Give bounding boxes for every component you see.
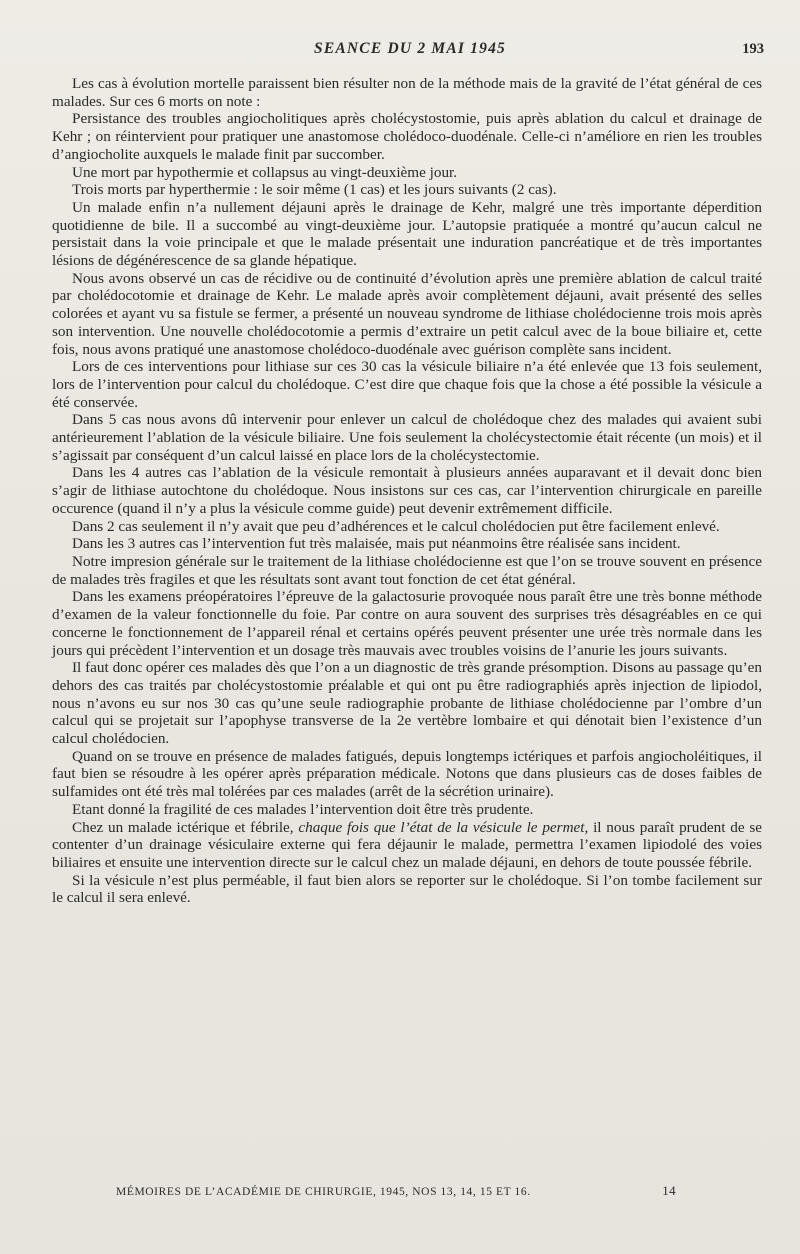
paragraph: Dans les 3 autres cas l’intervention fut très malaisée, mais put néanmoins être réalisée sans incident.	[72, 535, 681, 553]
page-footer	[116, 1183, 676, 1199]
italic-phrase: chaque fois que l’état de la vésicule le permet,	[298, 818, 589, 836]
paragraph: Dans les 4 autres cas l’ablation de la vésicule remontait à plusieurs années auparavant et il devait donc bien s’agir de lithiase autochtone du cholédoque. Nous insistons sur ces cas, car l’intervention chirurgicale en pareille occurence (quand il n’y a plus la vésicule comme guide) peut devenir extrêmement difficile.	[52, 464, 762, 517]
running-head: SEANCE DU 2 MAI 1945	[314, 40, 506, 57]
paragraph: Dans les examens préopératoires l’épreuve de la galactosurie provoquée nous paraît être une très bonne méthode d’examen de la valeur fonctionnelle du foie. Par contre on aura souvent des surprises très désagréables en ce qui concerne le fonctionnement de l’appareil rénal et certains opérés peuvent présenter une urée très normale dans les jours qui précèdent l’intervention et un dosage très mauvais avec troubles voisins de l’anurie les jours suivants.	[52, 588, 762, 659]
paragraph: Un malade enfin n’a nullement déjauni après le drainage de Kehr, malgré une très importante déperdition quotidienne de bile. Il a succombé au vingt-deuxième jour. L’autopsie pratiquée a montré qu’aucun calcul ne persistait dans la voie principale et que le malade présentait une induration pancréatique et de très importantes lésions de dégénérescence de sa glande hépatique.	[52, 198, 762, 270]
text-run: il nous paraît prudent de se contenter d’un drainage vésiculaire externe qui fera déjaunir le malade, permettra l’examen lipiodolé des voies biliaires et ensuite une intervention directe sur le calcul chez un malade déjauni, en dehors de toute poussée fébrile.	[52, 818, 762, 871]
signature-number: 14	[662, 1183, 676, 1198]
paragraph-with-italic	[52, 819, 762, 872]
paragraph: Nous avons observé un cas de récidive ou de continuité d’évolution après une première ablation de calcul traité par cholédocotomie et drainage de Kehr. Le malade après avoir complètement déjauni, avait présenté des selles colorées et ayant vu sa fistule se fermer, a présenté un nouveau syndrome de lithiase cholédocienne trois mois après son intervention. Une nouvelle cholédocotomie a permis d’extraire un petit calcul avec de la boue biliaire et, cette fois, nous avons pratiqué une anastomose cholédoco-duodénale avec guérison complète sans incident.	[52, 269, 762, 358]
journal-reference: MÉMOIRES DE L’ACADÉMIE DE CHIRURGIE, 1945, NOS 13, 14, 15 ET 16.	[116, 1186, 531, 1198]
paragraph: Dans 2 cas seulement il n’y avait que peu d’adhérences et le calcul cholédocien put être facilement enlevé.	[72, 517, 720, 535]
page-number: 193	[742, 41, 764, 57]
article-body	[52, 75, 762, 907]
text-run: Chez un malade ictérique et fébrile,	[72, 818, 299, 836]
paragraph: Une mort par hypothermie et collapsus au vingt-deuxième jour.	[72, 163, 458, 181]
paragraph: Si la vésicule n’est plus perméable, il faut bien alors se reporter sur le cholédoque. Si l’on tombe facilement sur le calcul il sera enlevé.	[52, 871, 762, 907]
paragraph: Etant donné la fragilité de ces malades l’intervention doit être très prudente.	[72, 800, 534, 818]
paragraph: Il faut donc opérer ces malades dès que l’on a un diagnostic de très grande présomption. Disons au passage qu’en dehors des cas traités par cholécystostomie préalable et qui ont pu être radiographiés après injection de lipiodol, nous n’avons eu sur nos 30 cas qu’une seule radiographie probante de lithiase cholédocienne par l’ombre d’un calcul qui se projetait sur l’apophyse transverse de la 2e vertèbre lombaire et qui dénotait bien l’existence d’un calcul cholédocien.	[52, 659, 762, 748]
paragraph: Les cas à évolution mortelle paraissent bien résulter non de la méthode mais de la gravité de l’état général de ces malades. Sur ces 6 morts on note :	[52, 75, 762, 110]
page-header	[56, 40, 764, 64]
paragraph: Persistance des troubles angiocholitiques après cholécystostomie, puis après ablation du calcul et drainage de Kehr ; on réintervient pour pratiquer une anastomose cholédoco-duodénale. Celle-ci n’améliore en rien les troubles d’angiocholite auxquels le malade finit par succomber.	[52, 110, 762, 163]
paragraph: Trois morts par hyperthermie : le soir même (1 cas) et les jours suivants (2 cas).	[72, 181, 557, 199]
paragraph: Lors de ces interventions pour lithiase sur ces 30 cas la vésicule biliaire n’a été enlevée que 13 fois seulement, lors de l’intervention pour calcul du cholédoque. C’est dire que chaque fois que la chose a été possible la vésicule a été conservée.	[52, 358, 762, 411]
paragraph: Quand on se trouve en présence de malades fatigués, depuis longtemps ictériques et parfois angiocholéitiques, il faut bien se résoudre à les opérer après préparation médicale. Notons que dans plusieurs cas de doses faibles de sulfamides ont été très mal tolérées par ces malades (arrêt de la sécrétion urinaire).	[52, 747, 762, 801]
paragraph: Dans 5 cas nous avons dû intervenir pour enlever un calcul de cholédoque chez des malades qui avaient subi antérieurement l’ablation de la vésicule biliaire. Une fois seulement la cholécystectomie était récente (un mois) et il s’agissait par conséquent d’un calcul laissé en place lors de la cholécystectomie.	[52, 411, 762, 464]
paragraph: Notre impresion générale sur le traitement de la lithiase cholédocienne est que l’on se trouve souvent en présence de malades très fragiles et que les résultats sont avant tout fonction de cet état général.	[52, 552, 762, 588]
